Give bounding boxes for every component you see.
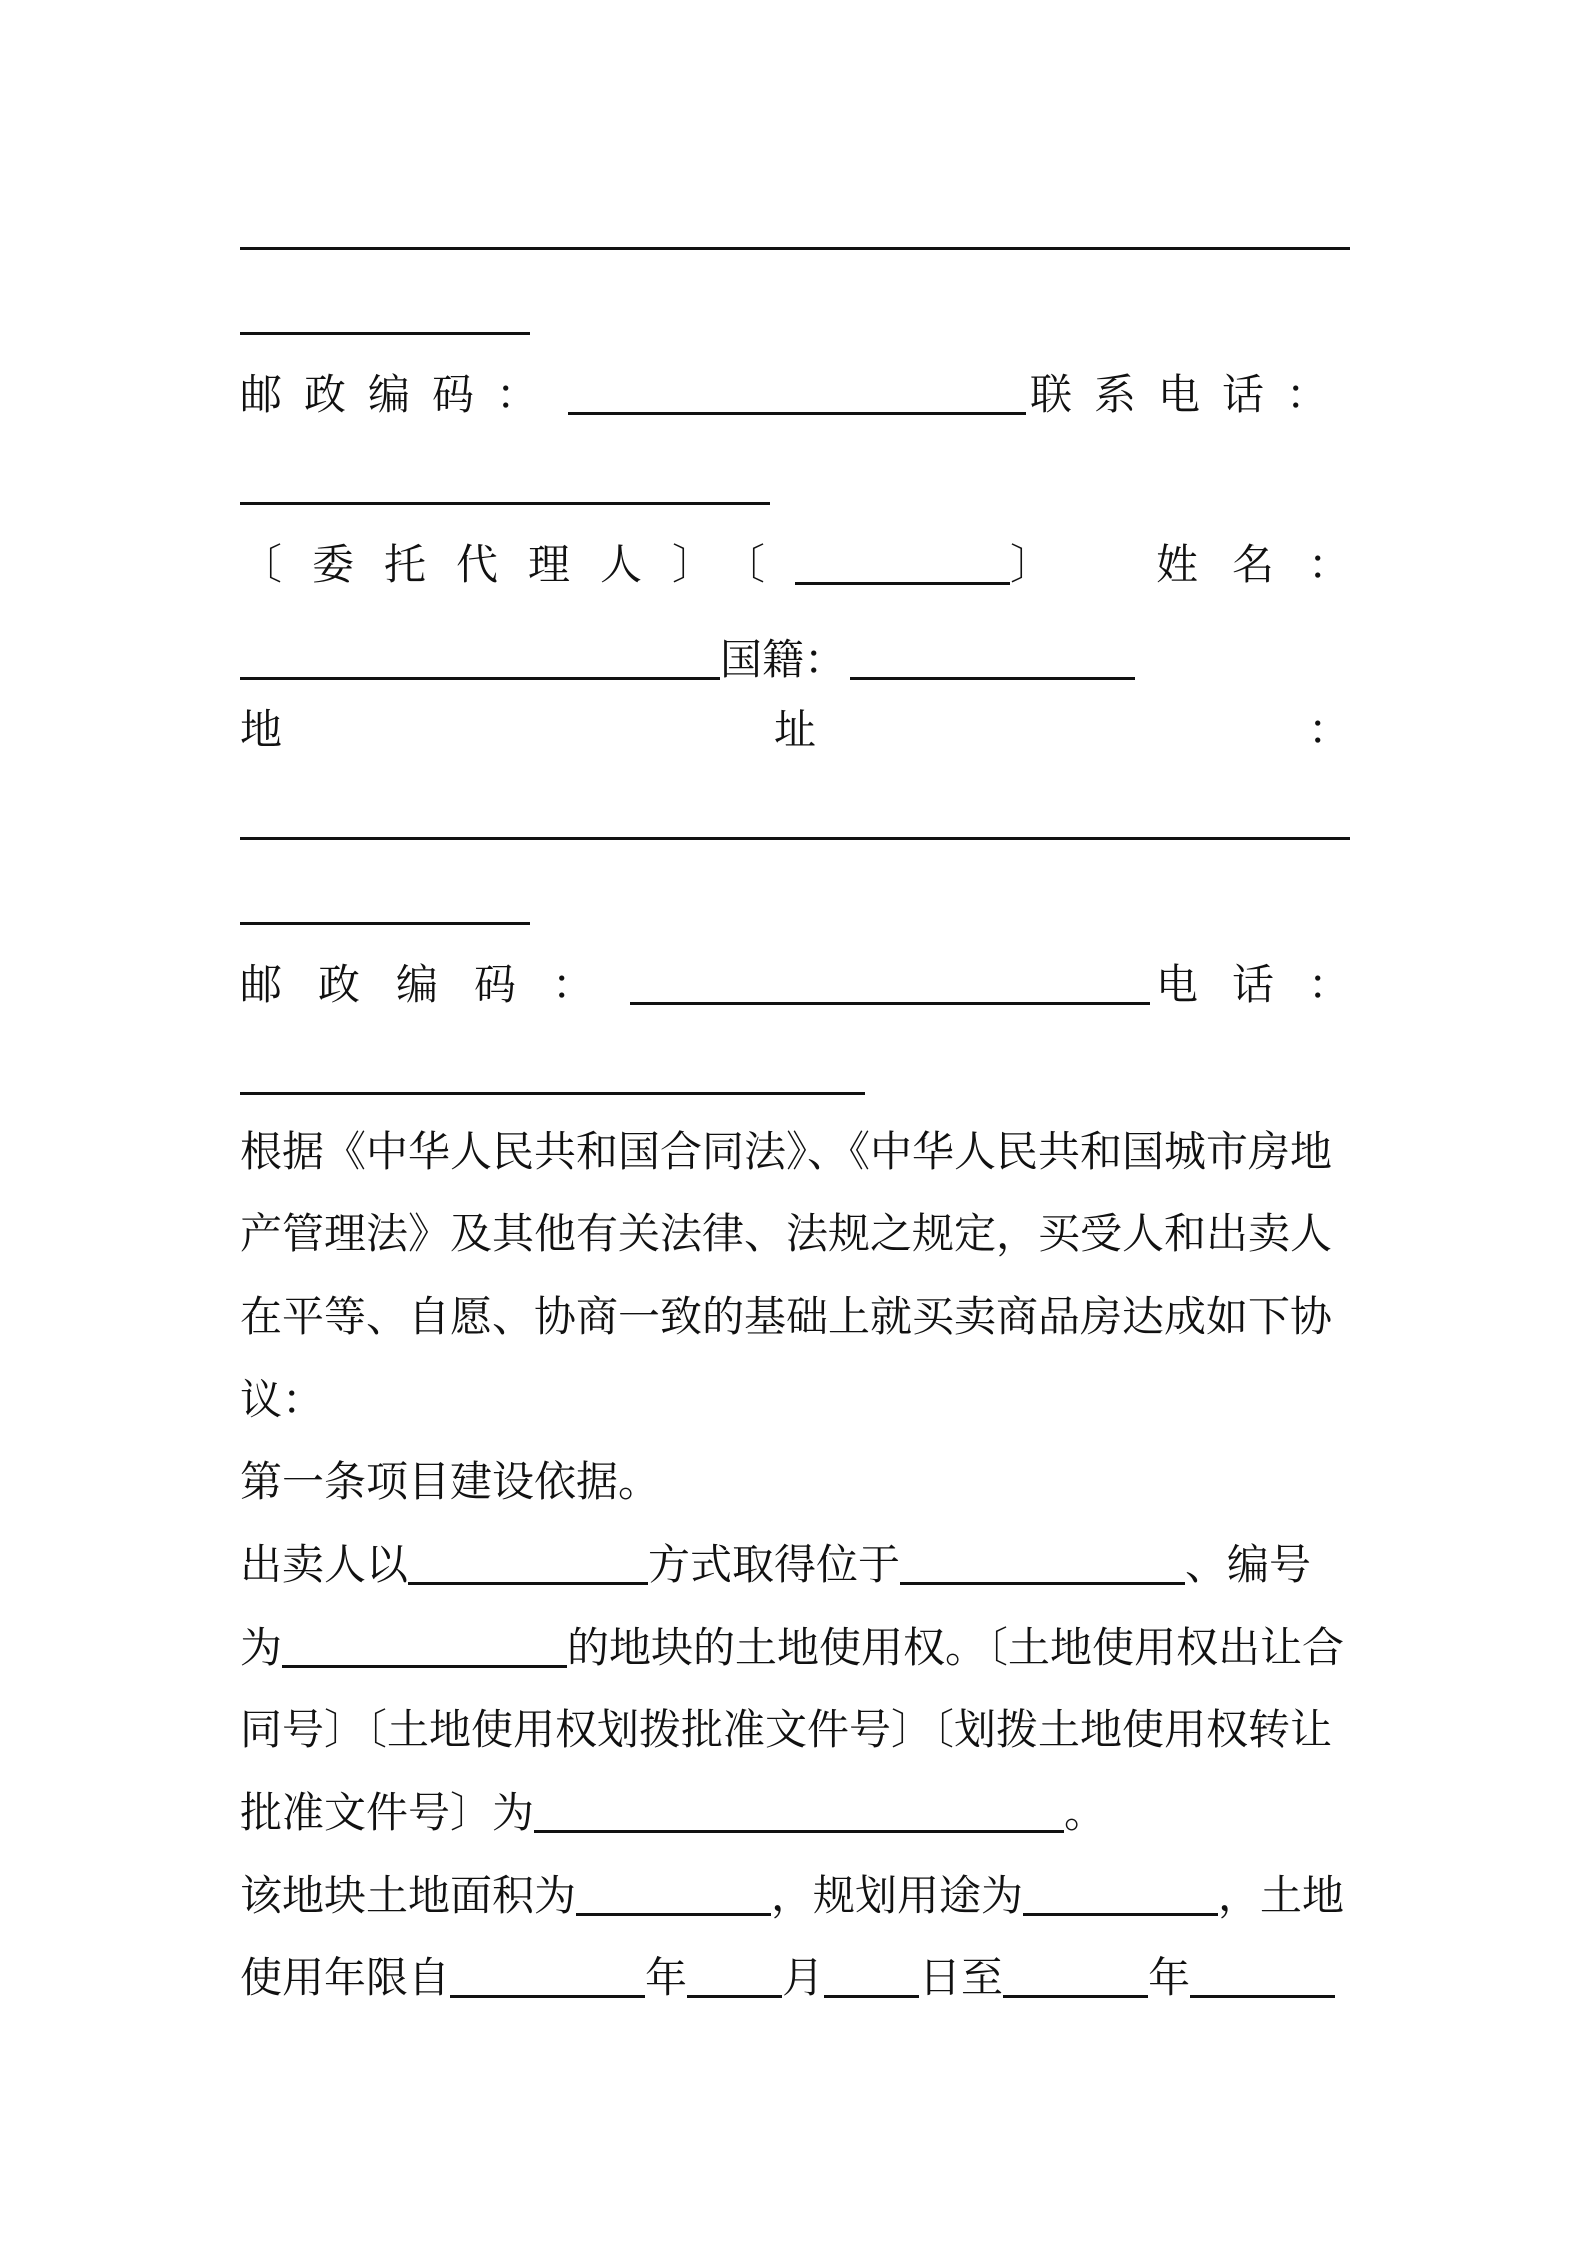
agent-postcode-label: 邮政编码： xyxy=(240,960,631,1009)
agent-nationality-row xyxy=(240,630,1350,690)
seller-phone-row xyxy=(240,455,1350,515)
article1-line-5: 该地块土地面积为 ，规划用途为 ，土地 xyxy=(240,1871,1345,1920)
agent-nationality-label: 国籍： xyxy=(720,635,847,684)
start-day-blank[interactable] xyxy=(824,1955,919,1998)
seller-postcode-blank[interactable] xyxy=(568,372,1026,415)
agent-phone-label: 电话： xyxy=(1155,960,1384,1009)
preamble-line-2: 产管理法》及其他有关法律、法规之规定，买受人和出卖人 xyxy=(240,1209,1333,1258)
land-location-blank[interactable] xyxy=(900,1542,1185,1585)
agent-name-blank[interactable] xyxy=(240,637,720,680)
agent-label: 〔委托代理人〕〔 xyxy=(240,540,796,589)
article1-line-3: 同号〕〔土地使用权划拨批准文件号〕〔划拨土地使用权转让 xyxy=(240,1705,1333,1754)
agent-address-blank[interactable] xyxy=(240,797,1350,840)
agent-type-blank[interactable] xyxy=(795,542,1010,585)
agent-address-char2: 址 xyxy=(773,705,816,754)
agent-address-blank-line-2 xyxy=(240,875,1350,935)
article1-line-2: 为 的地块的土地使用权。〔土地使用权出让合 xyxy=(240,1623,1345,1672)
approval-document-number-blank[interactable] xyxy=(534,1790,1064,1833)
agent-label-close: 〕 xyxy=(1010,540,1053,589)
seller-phone-label: 联系电话： xyxy=(1029,370,1350,419)
end-year-blank[interactable] xyxy=(1003,1955,1148,1998)
agent-address-row xyxy=(240,700,1350,760)
preamble-line-3: 在平等、自愿、协商一致的基础上就买卖商品房达成如下协 xyxy=(240,1292,1333,1341)
article1-line-4: 批准文件号〕为 。 xyxy=(240,1788,1107,1837)
seller-postcode-label: 邮政编码： xyxy=(240,370,561,419)
end-month-blank[interactable] xyxy=(1190,1955,1335,1998)
agent-address-colon: ： xyxy=(1307,705,1350,754)
seller-phone-blank[interactable] xyxy=(240,462,770,505)
agent-phone-row xyxy=(240,1045,1350,1105)
preamble-line-1: 根据《中华人民共和国合同法》、《中华人民共和国城市房地 xyxy=(240,1127,1333,1176)
land-number-blank[interactable] xyxy=(282,1625,567,1668)
preamble-line-4: 议： xyxy=(240,1375,325,1424)
agent-address-char1: 地 xyxy=(240,705,283,754)
agent-address-blank-continued[interactable] xyxy=(240,882,530,925)
agent-phone-blank[interactable] xyxy=(240,1052,865,1095)
address-blank-line-1 xyxy=(240,200,1350,260)
start-month-blank[interactable] xyxy=(687,1955,782,1998)
land-area-blank[interactable] xyxy=(576,1873,771,1916)
address-blank[interactable] xyxy=(240,207,1350,250)
agent-name-row xyxy=(240,535,1384,595)
article1-line-1: 出卖人以 方式取得位于 、编号 xyxy=(240,1540,1312,1589)
agent-name-label: 姓名： xyxy=(1155,540,1384,589)
agent-postcode-blank[interactable] xyxy=(630,962,1150,1005)
article1-title: 第一条项目建设依据。 xyxy=(240,1457,661,1506)
land-acquisition-method-blank[interactable] xyxy=(408,1542,648,1585)
article1-line-6: 使用年限自 年 月 日至 年 xyxy=(240,1948,1350,2008)
address-blank-continued[interactable] xyxy=(240,292,530,335)
address-blank-line-2 xyxy=(240,285,1350,345)
agent-nationality-blank[interactable] xyxy=(850,637,1135,680)
planned-use-blank[interactable] xyxy=(1023,1873,1218,1916)
seller-postcode-phone-row xyxy=(240,365,1350,425)
start-year-blank[interactable] xyxy=(450,1955,645,1998)
agent-postcode-phone-row xyxy=(240,955,1384,1015)
agent-address-blank-line-1 xyxy=(240,790,1350,850)
